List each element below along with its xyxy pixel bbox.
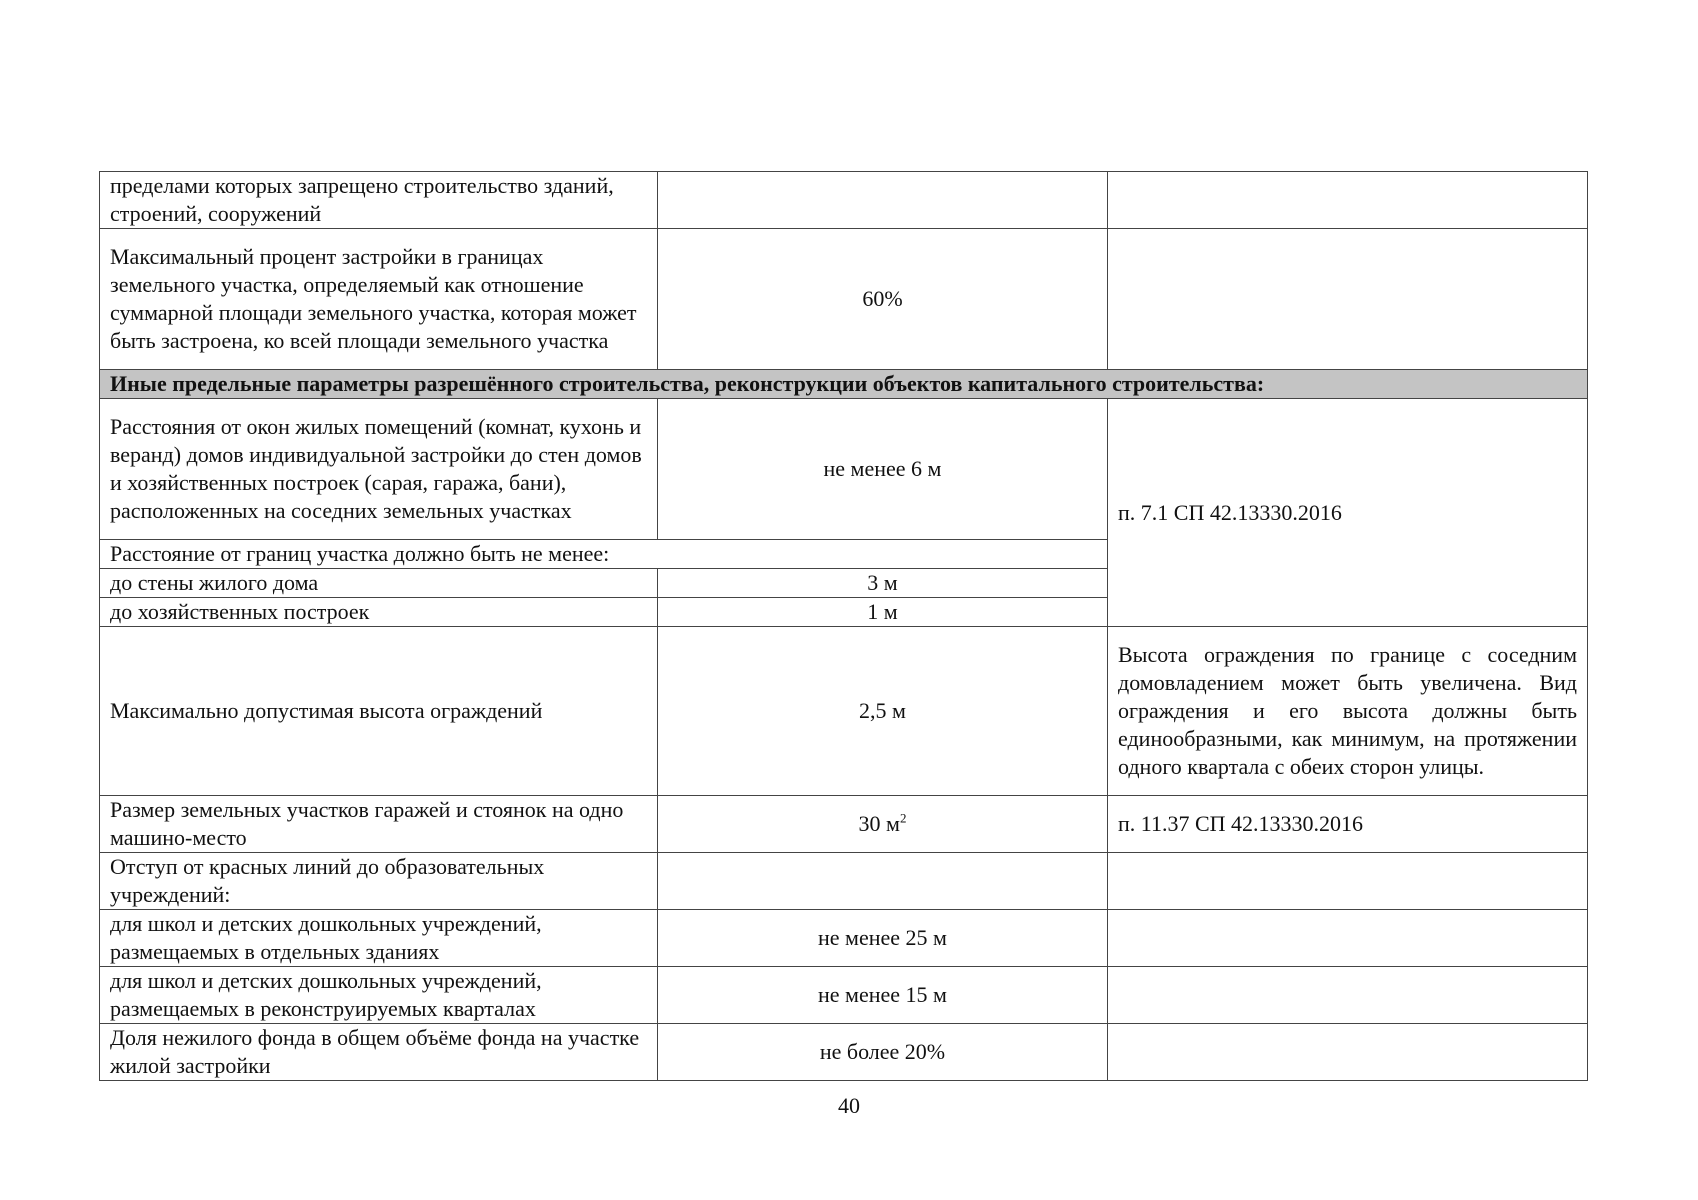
parameter-name: Расстояния от окон жилых помещений (комнат, кухонь и веранд) домов индивидуальной застройки до стен домов и хозяйственных построек (сарая, гаража, бани), расположенных на соседних земельных участках xyxy=(100,399,658,540)
table-row xyxy=(100,172,1588,229)
parameter-name: для школ и детских дошкольных учреждений, размещаемых в реконструируемых кварталах xyxy=(100,967,658,1024)
parameter-note xyxy=(1108,1024,1588,1081)
parameter-note: Высота ограждения по границе с соседним домовладением может быть увеличена. Вид ограждения и его высота должны быть единообразными, как минимум, на протяжении одного квартала с обеих сторон улицы. xyxy=(1108,627,1588,796)
parameter-name: Отступ от красных линий до образовательных учреждений: xyxy=(100,853,658,910)
table-row xyxy=(100,229,1588,370)
parameter-name: до стены жилого дома xyxy=(100,569,658,598)
parameter-value: не более 20% xyxy=(658,1024,1108,1081)
parameter-name: Размер земельных участков гаражей и стоянок на одно машино-место xyxy=(100,796,658,853)
parameter-value xyxy=(658,853,1108,910)
table-row xyxy=(100,967,1588,1024)
parameter-name: Доля нежилого фонда в общем объёме фонда на участке жилой застройки xyxy=(100,1024,658,1081)
parameter-name: пределами которых запрещено строительство зданий, строений, сооружений xyxy=(100,172,658,229)
parameter-value: 2,5 м xyxy=(658,627,1108,796)
parameter-name: до хозяйственных построек xyxy=(100,598,658,627)
parameter-value: 60% xyxy=(658,229,1108,370)
table-row xyxy=(100,627,1588,796)
parameter-value: 1 м xyxy=(658,598,1108,627)
parameter-note xyxy=(1108,172,1588,229)
value-superscript: 2 xyxy=(899,810,907,826)
parameter-value: 3 м xyxy=(658,569,1108,598)
parameter-value: не менее 15 м xyxy=(658,967,1108,1024)
parameter-value: не менее 6 м xyxy=(658,399,1108,540)
parameter-note xyxy=(1108,853,1588,910)
parameter-name: Максимально допустимая высота ограждений xyxy=(100,627,658,796)
parameter-note: п. 11.37 СП 42.13330.2016 xyxy=(1108,796,1588,853)
table-row xyxy=(100,399,1588,540)
parameter-value xyxy=(658,796,1108,853)
table-row xyxy=(100,853,1588,910)
parameters-table xyxy=(99,171,1588,1081)
table-row xyxy=(100,1024,1588,1081)
parameter-note xyxy=(1108,910,1588,967)
parameter-name: Максимальный процент застройки в границах земельного участка, определяемый как отношение суммарной площади земельного участка, которая может быть застроена, ко всей площади земельного участка xyxy=(100,229,658,370)
parameter-name: Расстояние от границ участка должно быть не менее: xyxy=(100,540,1108,569)
page-number: 40 xyxy=(838,1093,860,1118)
table-row xyxy=(100,910,1588,967)
parameter-note xyxy=(1108,229,1588,370)
parameter-note xyxy=(1108,967,1588,1024)
value-text: 30 м xyxy=(858,811,900,836)
parameter-note-merged: п. 7.1 СП 42.13330.2016 xyxy=(1108,399,1588,627)
parameter-value: не менее 25 м xyxy=(658,910,1108,967)
table-row xyxy=(100,796,1588,853)
parameter-value xyxy=(658,172,1108,229)
section-header-row xyxy=(100,370,1588,399)
section-header: Иные предельные параметры разрешённого строительства, реконструкции объектов капитального строительства: xyxy=(100,370,1588,399)
parameter-name: для школ и детских дошкольных учреждений, размещаемых в отдельных зданиях xyxy=(100,910,658,967)
